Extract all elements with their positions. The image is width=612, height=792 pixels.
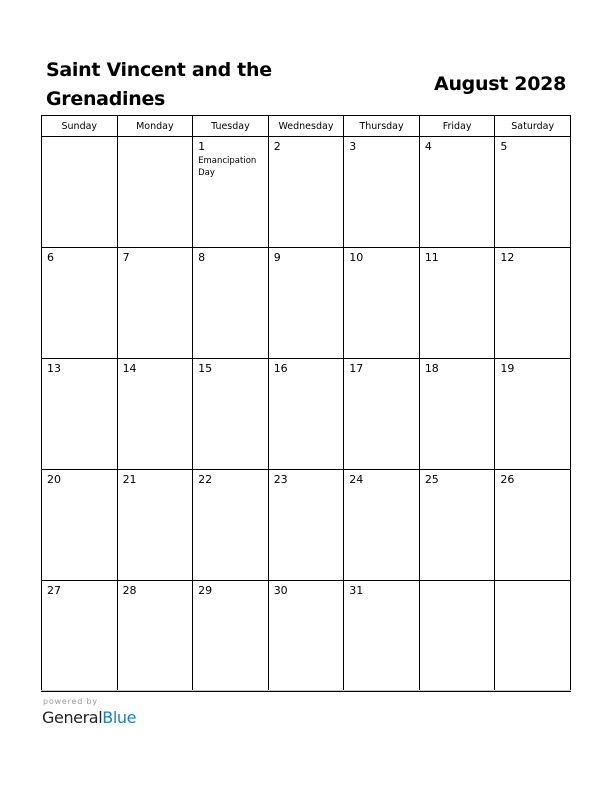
day-cell — [117, 359, 193, 470]
day-number: 15 — [198, 362, 213, 375]
day-cell — [268, 581, 344, 692]
day-cell — [419, 359, 495, 470]
day-cell — [117, 470, 193, 581]
month-title: August 2028 — [434, 73, 566, 95]
day-cell — [117, 581, 193, 692]
day-number — [495, 581, 570, 585]
day-cell — [117, 248, 193, 359]
country-title: Saint Vincent and the Grenadines — [46, 59, 272, 110]
weekday-header: Friday — [419, 116, 495, 137]
day-number: 22 — [198, 473, 213, 486]
day-number: 13 — [47, 362, 61, 375]
weekday-header: Saturday — [495, 116, 571, 137]
day-number: 23 — [273, 473, 288, 486]
day-cell — [344, 137, 420, 248]
day-number: 24 — [349, 473, 364, 486]
day-cell — [42, 137, 118, 248]
day-cell — [344, 470, 420, 581]
day-number: 8 — [198, 251, 206, 264]
day-cell — [495, 581, 571, 692]
day-cell — [42, 470, 118, 581]
day-cell — [495, 470, 571, 581]
day-number: 1 — [198, 140, 206, 153]
day-number: 20 — [47, 473, 61, 486]
day-cell — [419, 581, 495, 692]
day-cell — [193, 470, 269, 581]
day-number: 19 — [500, 362, 515, 375]
day-cell — [42, 359, 118, 470]
weekday-header: Wednesday — [268, 116, 344, 137]
day-cell — [117, 137, 193, 248]
week-row — [42, 359, 571, 470]
day-cell — [344, 248, 420, 359]
day-cell — [268, 470, 344, 581]
day-cell — [268, 248, 344, 359]
day-number: 31 — [349, 584, 364, 597]
day-cell — [193, 248, 269, 359]
day-number: 25 — [424, 473, 439, 486]
day-number: 21 — [122, 473, 137, 486]
day-number: 29 — [198, 584, 213, 597]
week-row — [42, 137, 571, 248]
day-number: 12 — [500, 251, 515, 264]
weekday-header: Monday — [117, 116, 193, 137]
day-number: 7 — [122, 251, 130, 264]
week-row — [42, 248, 571, 359]
day-number: 16 — [273, 362, 288, 375]
day-number: 27 — [47, 584, 61, 597]
brand-logo — [42, 708, 136, 727]
day-cell — [193, 137, 269, 248]
day-cell — [344, 581, 420, 692]
day-number: 10 — [349, 251, 364, 264]
day-number: 28 — [122, 584, 137, 597]
weekday-header: Tuesday — [193, 116, 269, 137]
day-number: 17 — [349, 362, 364, 375]
day-number: 9 — [273, 251, 281, 264]
day-number — [118, 137, 193, 141]
day-number: 26 — [500, 473, 515, 486]
day-number: 14 — [122, 362, 137, 375]
day-cell — [344, 359, 420, 470]
holiday-label: Emancipation Day — [198, 156, 257, 178]
day-number — [420, 581, 495, 585]
brand-general-text: General — [42, 708, 103, 727]
day-cell — [42, 581, 118, 692]
week-row — [42, 470, 571, 581]
weekday-header-row — [42, 116, 571, 137]
day-number: 30 — [273, 584, 288, 597]
day-cell — [268, 137, 344, 248]
day-cell — [495, 248, 571, 359]
footer-divider — [41, 690, 571, 691]
day-number: 11 — [424, 251, 439, 264]
day-cell — [495, 359, 571, 470]
powered-by-text: powered by — [43, 697, 98, 706]
day-cell — [42, 248, 118, 359]
day-number: 18 — [424, 362, 439, 375]
day-number: 6 — [47, 251, 54, 264]
day-cell — [419, 470, 495, 581]
weekday-header: Sunday — [42, 116, 118, 137]
day-cell — [268, 359, 344, 470]
day-number: 2 — [273, 140, 281, 153]
day-cell — [193, 581, 269, 692]
brand-blue-text: Blue — [102, 708, 137, 727]
day-cell — [193, 359, 269, 470]
calendar-grid — [41, 115, 571, 692]
day-number — [42, 137, 117, 141]
day-number: 5 — [500, 140, 508, 153]
weekday-header: Thursday — [344, 116, 420, 137]
day-cell — [495, 137, 571, 248]
day-number: 4 — [424, 140, 432, 153]
week-row — [42, 581, 571, 692]
day-number: 3 — [349, 140, 357, 153]
day-cell — [419, 248, 495, 359]
day-cell — [419, 137, 495, 248]
